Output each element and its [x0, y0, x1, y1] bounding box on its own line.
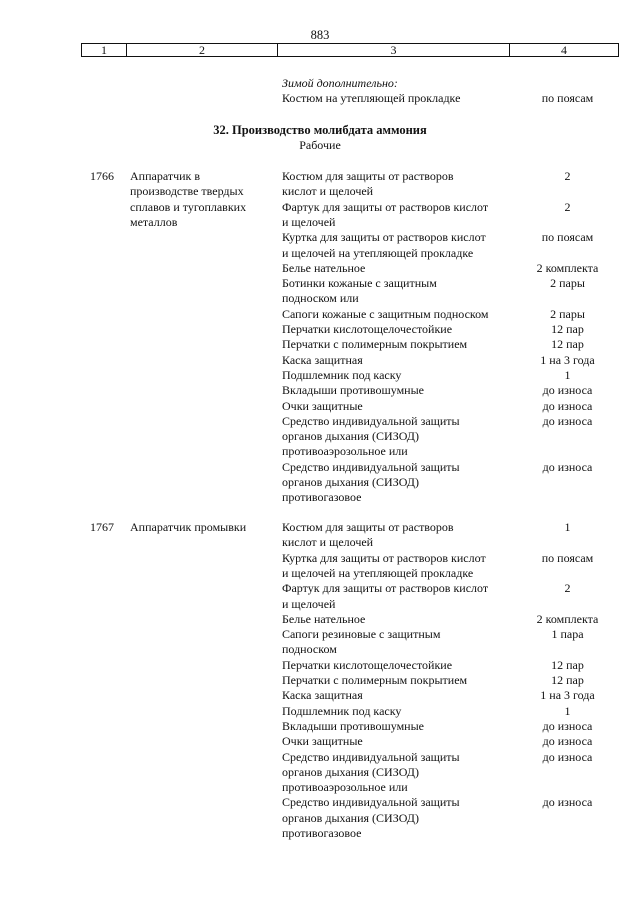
item-quantity: 1	[564, 520, 571, 534]
item-quantity: 1	[564, 703, 571, 718]
item-name-line: кислот и щелочей	[282, 184, 374, 199]
item-quantity: до износа	[542, 398, 593, 413]
item-quantity: 1 пара	[551, 627, 584, 642]
item-name-line: Ботинки кожаные с защитным	[282, 276, 437, 291]
item-name-line: органов дыхания (СИЗОД)	[282, 429, 419, 444]
item-name-line: и щелочей на утепляющей прокладке	[282, 245, 474, 260]
item-name-line: Сапоги резиновые с защитным	[282, 627, 441, 642]
item-quantity: до износа	[542, 459, 593, 474]
item-quantity: 12 пар	[551, 337, 584, 352]
item-quantity: 1	[564, 367, 571, 382]
item-name-line: Перчатки кислотощелочестойкие	[282, 322, 453, 336]
item-name-line: Белье нательное	[282, 611, 366, 626]
item-name-line: Костюм для защиты от растворов	[282, 169, 454, 183]
item-name-line: противоаэрозольное или	[282, 780, 408, 795]
item-name-line: Перчатки с полимерным покрытием	[282, 337, 468, 352]
item-name-line: Белье нательное	[282, 260, 366, 275]
item-name-line: Каска защитная	[282, 352, 363, 367]
job-title-line: Аппаратчик промывки	[130, 520, 247, 534]
item-name-line: Очки защитные	[282, 398, 363, 413]
item-quantity: 1 на 3 года	[540, 688, 595, 703]
item-quantity: 12 пар	[551, 322, 584, 336]
item-quantity: до износа	[542, 749, 593, 764]
job-title-line: металлов	[130, 214, 178, 229]
item-quantity: до износа	[542, 795, 593, 810]
item-name-line: противогазовое	[282, 826, 362, 840]
item-quantity: 2	[564, 169, 571, 183]
item-quantity: до износа	[542, 413, 593, 428]
item-name-line: Вкладыши противошумные	[282, 383, 424, 398]
item-name-line: кислот и щелочей	[282, 535, 374, 550]
item-quantity: до износа	[542, 383, 593, 398]
column-header-3: 3	[278, 44, 510, 56]
item-name-line: органов дыхания (СИЗОД)	[282, 764, 419, 779]
item-name-line: Перчатки кислотощелочестойкие	[282, 657, 453, 672]
column-header-1: 1	[82, 44, 127, 56]
job-title-line: Аппаратчик в	[130, 169, 201, 183]
item-name-line: Подшлемник под каску	[282, 367, 402, 382]
item-quantity: 1 на 3 года	[540, 352, 595, 367]
winter-qty: по поясам	[541, 91, 594, 105]
item-name-line: противогазовое	[282, 490, 362, 505]
page-number: 883	[310, 28, 330, 42]
item-name-line: Перчатки с полимерным покрытием	[282, 673, 468, 687]
item-name-line: Средство индивидуальной защиты	[282, 749, 460, 764]
item-name-line: Средство индивидуальной защиты	[282, 795, 460, 810]
section-subtitle: Рабочие	[299, 138, 341, 152]
entry-number: 1766	[90, 169, 114, 183]
column-header-4: 4	[561, 43, 567, 57]
item-name-line: Каска защитная	[282, 688, 363, 703]
item-name-line: Средство индивидуальной защиты	[282, 459, 460, 474]
item-quantity: 2 комплекта	[536, 260, 599, 275]
item-name-line: Сапоги кожаные с защитным подноском	[282, 306, 489, 321]
item-name-line: и щелочей	[282, 596, 336, 611]
item-name-line: и щелочей	[282, 214, 336, 229]
job-title-line: сплавов и тугоплавких	[130, 199, 247, 214]
item-quantity: 12 пар	[551, 673, 584, 687]
item-quantity: до износа	[542, 718, 593, 733]
item-name-line: и щелочей на утепляющей прокладке	[282, 565, 474, 580]
item-name-line: Очки защитные	[282, 734, 363, 749]
item-quantity: по поясам	[541, 550, 594, 565]
item-name-line: Фартук для защиты от растворов кислот	[282, 581, 489, 596]
item-quantity: до износа	[542, 734, 593, 749]
item-name-line: Костюм для защиты от растворов	[282, 520, 454, 534]
item-quantity: 12 пар	[551, 657, 584, 672]
item-name-line: органов дыхания (СИЗОД)	[282, 810, 419, 825]
job-title-line: производстве твердых	[130, 184, 244, 199]
winter-label: Зимой дополнительно:	[282, 76, 398, 90]
item-name-line: Подшлемник под каску	[282, 703, 402, 718]
item-name-line: подноском	[282, 642, 337, 657]
column-header-row	[81, 43, 619, 57]
item-name-line: Куртка для защиты от растворов кислот	[282, 230, 486, 245]
entry-number: 1767	[90, 520, 114, 534]
item-name-line: Фартук для защиты от растворов кислот	[282, 199, 489, 214]
item-quantity: 2	[564, 199, 571, 214]
item-name-line: Куртка для защиты от растворов кислот	[282, 550, 486, 565]
item-quantity: 2 пары	[550, 306, 585, 321]
item-name-line: Вкладыши противошумные	[282, 718, 424, 733]
item-name-line: органов дыхания (СИЗОД)	[282, 475, 419, 489]
item-quantity: 2 комплекта	[536, 611, 599, 626]
item-quantity: по поясам	[541, 230, 594, 245]
column-header-2: 2	[127, 44, 278, 56]
item-quantity: 2	[564, 581, 571, 596]
item-name-line: Средство индивидуальной защиты	[282, 413, 460, 428]
item-quantity: 2 пары	[550, 276, 585, 291]
item-name-line: противоаэрозольное или	[282, 444, 408, 459]
winter-item: Костюм на утепляющей прокладке	[282, 91, 461, 105]
section-title: 32. Производство молибдата аммония	[213, 123, 427, 137]
item-name-line: подноском или	[282, 291, 359, 306]
